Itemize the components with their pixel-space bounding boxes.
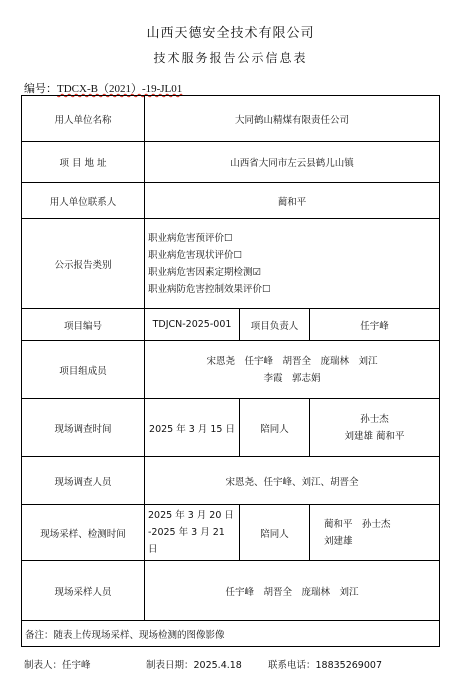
category-option: 职业病危害现状评价☐ (148, 249, 243, 261)
team-line: 宋恩尧 任宇峰 胡晋全 庞瑞林 刘江 (206, 355, 378, 367)
table-row (22, 621, 440, 647)
escort-line: 刘建雄 (324, 535, 353, 547)
escort-label: 陪同人 (240, 505, 310, 561)
escort-line: 孙士杰 (360, 413, 389, 425)
survey-time-value: 2025 年 3 月 15 日 (145, 399, 240, 457)
category-list (145, 219, 440, 309)
survey-staff-label: 现场调查人员 (22, 457, 145, 505)
sampling-time-value (145, 505, 240, 561)
team-line: 李霞 郭志娟 (263, 372, 321, 384)
doc-number (24, 80, 182, 96)
info-table (21, 95, 440, 647)
table-row (22, 457, 440, 505)
table-row (22, 341, 440, 399)
table-row (22, 219, 440, 309)
footer (24, 657, 382, 671)
table-row (22, 505, 440, 561)
leader-value: 任宇峰 (310, 309, 440, 341)
address-label: 项 目 地 址 (22, 142, 145, 183)
table-row (22, 96, 440, 142)
contact-label: 用人单位联系人 (22, 183, 145, 219)
survey-time-label: 现场调查时间 (22, 399, 145, 457)
team-value (145, 341, 440, 399)
address-value: 山西省大同市左云县鹤儿山镇 (145, 142, 440, 183)
make-date: 制表日期：2025.4.18 (146, 660, 242, 671)
table-row (22, 142, 440, 183)
table-row (22, 183, 440, 219)
category-option: 职业病危害因素定期检测☑ (148, 266, 262, 278)
escort-line: 蔺和平 孙士杰 (324, 518, 391, 530)
survey-staff-value: 宋恩尧、任宇峰、刘江、胡晋全 (145, 457, 440, 505)
table-row (22, 561, 440, 621)
maker: 制表人：任宇峰 (24, 660, 91, 671)
table-row (22, 309, 440, 341)
phone: 联系电话：18835269007 (268, 660, 382, 671)
category-label: 公示报告类别 (22, 219, 145, 309)
escort-label: 陪同人 (240, 399, 310, 457)
remark: 备注：随表上传现场采样、现场检测的图像影像 (22, 621, 440, 647)
form-title: 技术服务报告公示信息表 (153, 51, 308, 65)
leader-label: 项目负责人 (240, 309, 310, 341)
category-option: 职业病防危害控制效果评价☐ (148, 283, 271, 295)
escort-value (310, 505, 440, 561)
doc-number-value: TDCX-B（2021）-19-JL01 (57, 83, 183, 95)
sampling-staff-label: 现场采样人员 (22, 561, 145, 621)
sampling-staff-value: 任宇峰 胡晋全 庞瑞林 刘江 (145, 561, 440, 621)
table-row (22, 399, 440, 457)
project-no-label: 项目编号 (22, 309, 145, 341)
sampling-time-label: 现场采样、检测时间 (22, 505, 145, 561)
category-option: 职业病危害预评价☐ (148, 232, 233, 244)
sampling-time-line: -2025 年 3 月 21 日 (148, 527, 225, 555)
employer-value: 大同鹤山精煤有限责任公司 (145, 96, 440, 142)
company-title: 山西天德安全技术有限公司 (146, 26, 315, 41)
employer-label: 用人单位名称 (22, 96, 145, 142)
sampling-time-line: 2025 年 3 月 20 日 (148, 510, 234, 521)
escort-line: 刘建雄 蔺和平 (344, 430, 405, 442)
team-label: 项目组成员 (22, 341, 145, 399)
doc-number-label: 编号： (24, 83, 57, 95)
escort-value (310, 399, 440, 457)
contact-value: 蔺和平 (145, 183, 440, 219)
project-no-value: TDJCN-2025-001 (145, 309, 240, 341)
